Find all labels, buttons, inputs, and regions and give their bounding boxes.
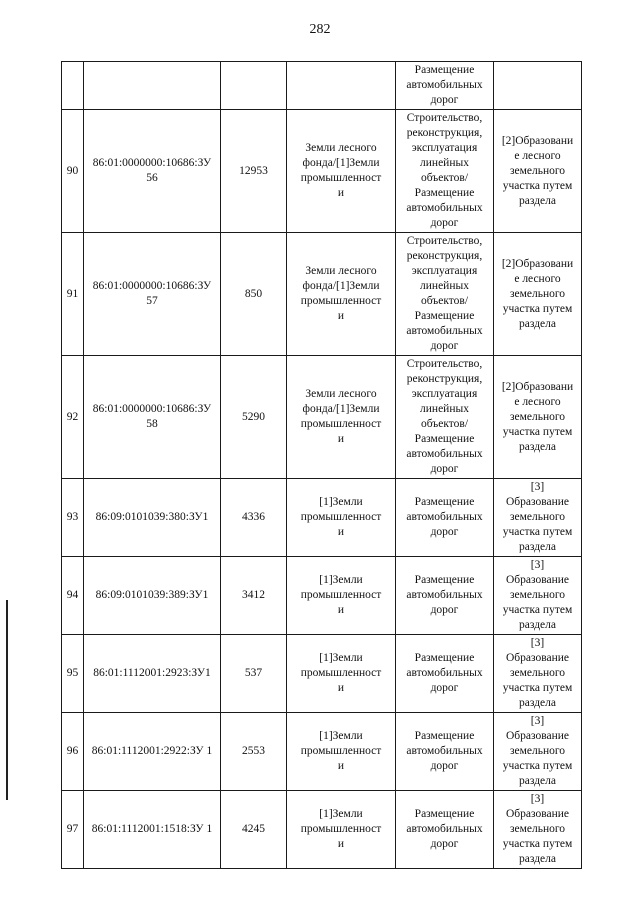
cell-num: 91 (62, 233, 84, 356)
cell-num: 92 (62, 356, 84, 479)
cell-use: Строительство, реконструкция, эксплуатация линейных объектов/ Размещение автомобильных дорог (396, 233, 494, 356)
cell-num (62, 62, 84, 110)
cell-use: Размещение автомобильных дорог (396, 557, 494, 635)
cell-basis: [3] Образование земельного участка путем раздела (494, 557, 582, 635)
cell-num: 94 (62, 557, 84, 635)
page-number: 282 (309, 22, 331, 37)
cell-use: Размещение автомобильных дорог (396, 635, 494, 713)
cell-area: 4336 (221, 479, 287, 557)
cell-area: 2553 (221, 713, 287, 791)
land-plots-table (61, 61, 582, 869)
cell-cadastral: 86:01:0000000:10686:ЗУ 56 (84, 110, 221, 233)
table-row (62, 635, 582, 713)
cell-cadastral: 86:01:1112001:2923:ЗУ1 (84, 635, 221, 713)
cell-num: 95 (62, 635, 84, 713)
cell-basis: [3] Образование земельного участка путем раздела (494, 713, 582, 791)
table-row (62, 356, 582, 479)
table-row (62, 791, 582, 869)
cell-cadastral: 86:01:0000000:10686:ЗУ 57 (84, 233, 221, 356)
cell-basis: [2]Образовани е лесного земельного участка путем раздела (494, 110, 582, 233)
continuation-row (62, 62, 582, 110)
cell-category: [1]Земли промышленност и (287, 479, 396, 557)
cell-cadastral: 86:09:0101039:389:ЗУ1 (84, 557, 221, 635)
cell-use: Размещение автомобильных дорог (396, 713, 494, 791)
table-row (62, 557, 582, 635)
cell-category: [1]Земли промышленност и (287, 557, 396, 635)
cell-category: [1]Земли промышленност и (287, 635, 396, 713)
cell-num: 96 (62, 713, 84, 791)
cell-category: [1]Земли промышленност и (287, 791, 396, 869)
table-body (62, 62, 582, 869)
cell-cadastral: 86:09:0101039:380:ЗУ1 (84, 479, 221, 557)
cell-cadastral: 86:01:1112001:1518:ЗУ 1 (84, 791, 221, 869)
cell-num: 93 (62, 479, 84, 557)
cell-use: Строительство, реконструкция, эксплуатация линейных объектов/ Размещение автомобильных дорог (396, 110, 494, 233)
margin-rule (6, 600, 8, 800)
table-row (62, 479, 582, 557)
cell-use: Размещение автомобильных дорог (396, 791, 494, 869)
cell-area: 5290 (221, 356, 287, 479)
table-row (62, 233, 582, 356)
cell-num: 97 (62, 791, 84, 869)
cell-area: 537 (221, 635, 287, 713)
cell-category: Земли лесного фонда/[1]Земли промышленност и (287, 110, 396, 233)
cell-category (287, 62, 396, 110)
cell-area: 850 (221, 233, 287, 356)
cell-basis: [2]Образовани е лесного земельного участка путем раздела (494, 233, 582, 356)
cell-cadastral (84, 62, 221, 110)
cell-use: Размещение автомобильных дорог (396, 479, 494, 557)
cell-cadastral: 86:01:0000000:10686:ЗУ 58 (84, 356, 221, 479)
cell-category: Земли лесного фонда/[1]Земли промышленност и (287, 356, 396, 479)
cell-category: Земли лесного фонда/[1]Земли промышленност и (287, 233, 396, 356)
cell-basis: [2]Образовани е лесного земельного участка путем раздела (494, 356, 582, 479)
cell-area (221, 62, 287, 110)
table-row (62, 110, 582, 233)
cell-use: Строительство, реконструкция, эксплуатация линейных объектов/ Размещение автомобильных дорог (396, 356, 494, 479)
cell-basis: [3] Образование земельного участка путем раздела (494, 479, 582, 557)
cell-basis: [3] Образование земельного участка путем раздела (494, 791, 582, 869)
cell-area: 12953 (221, 110, 287, 233)
cell-category: [1]Земли промышленност и (287, 713, 396, 791)
cell-basis: [3] Образование земельного участка путем раздела (494, 635, 582, 713)
cell-num: 90 (62, 110, 84, 233)
cell-area: 3412 (221, 557, 287, 635)
cell-use: Размещение автомобильных дорог (396, 62, 494, 110)
cell-basis (494, 62, 582, 110)
cell-cadastral: 86:01:1112001:2922:ЗУ 1 (84, 713, 221, 791)
cell-area: 4245 (221, 791, 287, 869)
table-row (62, 713, 582, 791)
